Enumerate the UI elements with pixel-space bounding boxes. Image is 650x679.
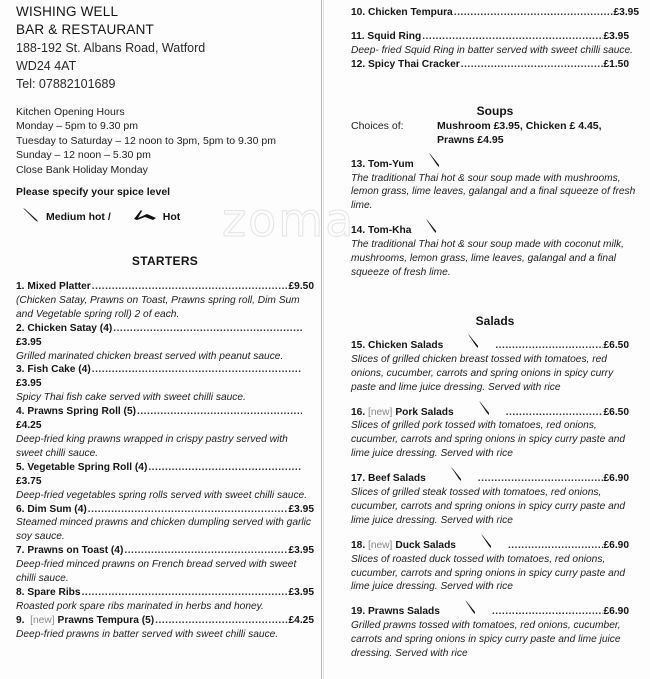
item-title: 1. Mixed Platter — [16, 281, 91, 293]
item-price: £4.25 — [16, 420, 42, 432]
menu-item — [351, 600, 639, 661]
item-description: (Chicken Satay, Prawns on Toast, Prawns spring roll, Dim Sum and Vegetable spring roll) 2 of each. — [16, 294, 300, 320]
new-badge: [new] — [368, 406, 393, 418]
menu-item — [351, 401, 639, 462]
soups-heading: Soups — [476, 103, 514, 118]
opening-hours — [16, 105, 314, 177]
menu-item — [351, 467, 639, 528]
double-chili-icon — [133, 208, 157, 225]
new-badge: [new] — [30, 614, 55, 626]
medium-chili-icon — [480, 534, 492, 553]
item-price: £4.25 — [288, 614, 314, 626]
item-description: The traditional Thai hot & sour soup made with coconut milk, mushrooms, lemon grass, lime leaves, galangal and a final squeeze of fresh lime. — [351, 239, 624, 278]
choices-label: Choices of: — [351, 119, 404, 132]
item-price: £3.95 — [288, 545, 314, 557]
menu-item — [16, 405, 314, 461]
item-title: 19. Prawns Salads — [351, 606, 440, 618]
menu-item — [16, 503, 314, 545]
item-price: £6.50 — [603, 406, 629, 418]
watermark: zoma — [222, 193, 356, 247]
item-description: Deep-fried king prawns wrapped in crispy pastry served with sweet chilli sauce. — [16, 434, 288, 459]
menu-item — [16, 614, 314, 642]
soup-choices — [351, 119, 639, 147]
menu-item — [16, 544, 314, 586]
hours-line: Monday – 5pm to 9.30 pm — [16, 120, 138, 133]
item-title: 4. Prawns Spring Roll (5) — [16, 406, 137, 418]
item-name: Prawns Tempura (5) — [57, 614, 155, 626]
hot-label: Hot — [162, 210, 181, 223]
phone-number: Tel: 07882101689 — [16, 77, 116, 91]
item-title: 2. Chicken Satay (4) — [16, 322, 113, 334]
item-description: Grilled marinated chicken breast served with peanut sauce. — [16, 350, 284, 362]
item-price: £3.75 — [16, 475, 42, 487]
item-price: £6.50 — [603, 339, 629, 351]
item-title: 17. Beef Salads — [351, 473, 426, 485]
menu-item — [16, 322, 314, 364]
item-title — [16, 614, 154, 628]
salads-heading: Salads — [475, 313, 515, 328]
item-description: Slices of roasted duck tossed with tomatoes, red onions, cucumber, carrots and spring onions in spicy curry paste and lime juice dressing. Served with rice — [351, 553, 626, 593]
item-description: Spicy Thai fish cake served with sweet chilli sauce. — [16, 392, 246, 404]
starters-heading: STARTERS — [131, 254, 199, 269]
item-description: Slices of grilled steak tossed with tomatoes, red onions, cucumber, carrots and spring onions in spicy curry paste and lime juice dressing. Served with rice — [351, 487, 626, 526]
item-price: £6.90 — [603, 606, 629, 618]
address-line-1: 188-192 St. Albans Road, Watford — [16, 41, 206, 55]
item-number: 9. — [16, 614, 25, 626]
item-price: £9.50 — [288, 281, 314, 293]
restaurant-subtitle: BAR & RESTAURANT — [16, 22, 154, 37]
item-price: £6.90 — [603, 473, 629, 485]
item-description: Roasted pork spare ribs marinated in herbs and honey. — [16, 600, 264, 612]
hours-line: Sunday – 12 noon – 5.30 pm — [16, 149, 151, 162]
spice-level-title: Please specify your spice level — [16, 186, 171, 199]
item-price: £6.90 — [603, 539, 629, 551]
item-title: 6. Dim Sum (4) — [16, 503, 87, 515]
single-chili-icon — [22, 207, 40, 226]
item-description: Deep- fried Squid Ring in batter served with sweet chilli sauce. — [351, 44, 633, 56]
item-title: 3. Fish Cake (4) — [16, 364, 91, 376]
restaurant-header — [16, 3, 314, 93]
item-price: £3.95 — [16, 336, 42, 348]
item-description: Deep-fried prawns in batter served with sweet chilli sauce. — [16, 628, 279, 640]
item-price: £3.95 — [613, 7, 639, 18]
item-title: 16. [new] Pork Salads — [351, 406, 454, 418]
page-fold-shadow — [323, 0, 324, 679]
spice-legend — [16, 207, 314, 226]
hours-line: Close Bank Holiday Monday — [16, 163, 148, 176]
medium-chili-icon — [467, 334, 479, 353]
medium-hot-label: Medium hot / — [46, 210, 111, 223]
item-description: Steamed minced prawns and chicken dumpling served with garlic soy sauce. — [16, 517, 312, 543]
item-description: Deep-fried vegetables spring rolls served with sweet chilli sauce. — [16, 489, 308, 501]
menu-item — [16, 363, 314, 405]
item-description: Grilled prawns tossed with tomatoes, red onions, cucumber, carrots and spring onions in spicy curry paste and lime juice dressing. Served with rice — [351, 620, 621, 660]
hours-line: Tuesday to Saturday – 12 noon to 3pm, 5pm to 9.30 pm — [16, 134, 276, 147]
new-badge: [new] — [368, 539, 393, 551]
medium-chili-icon — [464, 600, 476, 619]
item-price: £3.95 — [288, 503, 314, 515]
item-price: £3.95 — [603, 30, 629, 42]
medium-chili-icon — [450, 467, 462, 486]
menu-item — [351, 153, 639, 214]
right-column — [351, 0, 639, 661]
menu-item — [351, 534, 639, 595]
medium-chili-icon — [425, 219, 437, 238]
menu-item — [351, 219, 639, 280]
item-price: £3.95 — [288, 586, 314, 598]
item-description: Slices of grilled chicken breast tossed with tomatoes, red onions, cucumber, carrots and spring onions in spicy curry paste and lime juice dressing. Served with rice — [351, 353, 614, 393]
item-description: Deep-fried minced prawns on French bread served with sweet chilli sauce. — [16, 559, 297, 585]
item-price: £3.95 — [16, 378, 42, 390]
item-title: 7. Prawns on Toast (4) — [16, 545, 124, 557]
menu-item — [16, 461, 314, 503]
left-column — [16, 0, 314, 642]
item-title: 18. [new] Duck Salads — [351, 539, 456, 551]
restaurant-name: WISHING WELL — [16, 4, 119, 19]
item-title: 12. Spicy Thai Cracker — [351, 58, 460, 70]
menu-item — [351, 30, 639, 58]
menu-item — [351, 6, 639, 20]
item-description: Slices of grilled pork tossed with tomatoes, red onions, cucumber, carrots and spring onions in spicy curry paste and lime juice dressing. Served with rice — [351, 420, 626, 460]
item-title: 10. Chicken Tempura — [351, 7, 453, 18]
page-fold-divider — [321, 0, 322, 679]
menu-item — [351, 334, 639, 395]
item-title: 13. Tom-Yum — [351, 158, 414, 170]
menu-item — [16, 586, 314, 614]
item-title: 8. Spare Ribs — [16, 586, 81, 598]
menu-item — [16, 280, 314, 322]
item-title: 11. Squid Ring — [351, 30, 422, 42]
medium-chili-icon — [478, 401, 490, 420]
choices-prices: Mushroom £3.95, Chicken £ 4.45, Prawns £4.95 — [437, 119, 602, 146]
item-price: £1.50 — [603, 58, 629, 70]
item-title: 14. Tom-Kha — [351, 225, 412, 237]
medium-chili-icon — [428, 153, 440, 172]
address-line-2: WD24 4AT — [16, 59, 77, 73]
hours-title: Kitchen Opening Hours — [16, 106, 125, 118]
item-description: The traditional Thai hot & sour soup made with mushrooms, lemon grass, lime leaves, galangal and a final squeeze of fresh lime. — [351, 172, 636, 212]
item-title: 5. Vegetable Spring Roll (4) — [16, 461, 148, 473]
item-title: 15. Chicken Salads — [351, 339, 444, 351]
menu-item — [351, 58, 639, 72]
